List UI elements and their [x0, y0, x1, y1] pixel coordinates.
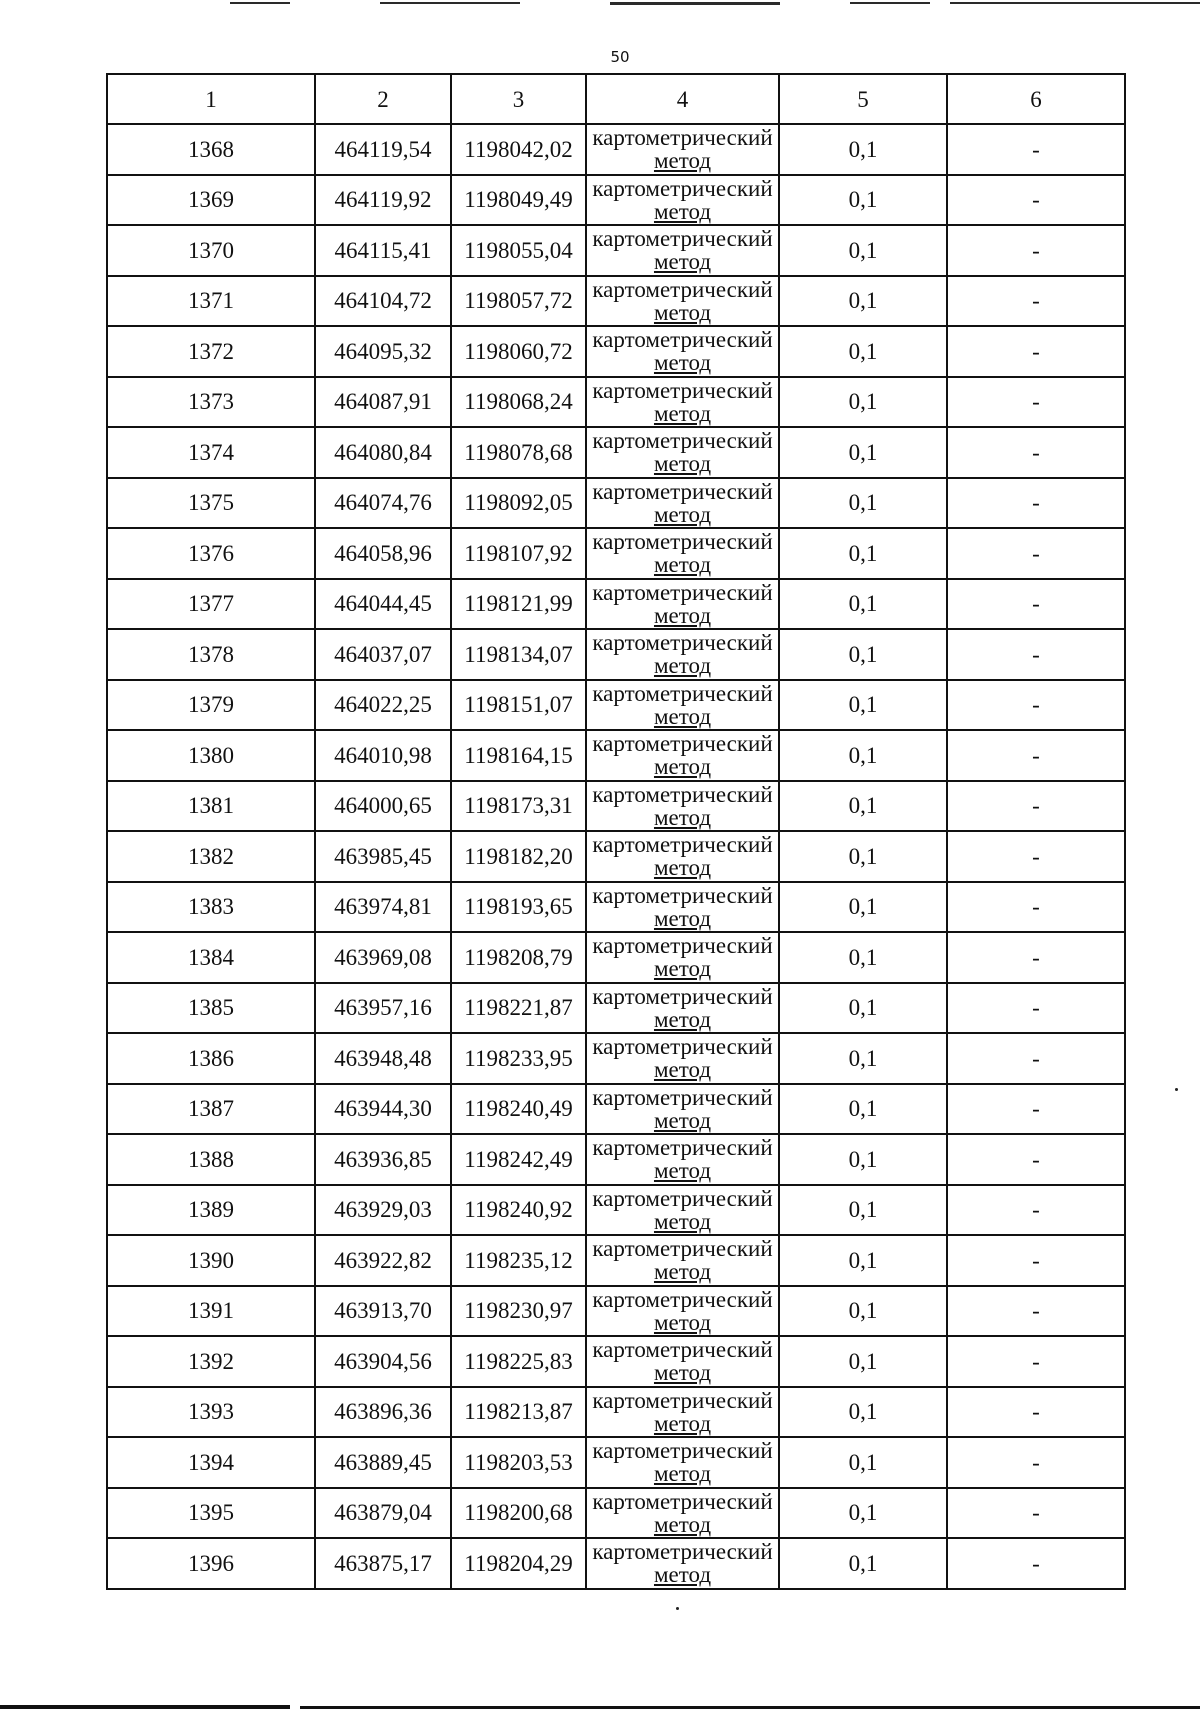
- x-coordinate-cell: 464058,96: [315, 528, 451, 579]
- x-coordinate-cell: 464037,07: [315, 629, 451, 680]
- point-number-cell: 1378: [107, 629, 315, 680]
- method-cell: [586, 1033, 779, 1084]
- x-coordinate-cell: 464115,41: [315, 225, 451, 276]
- method-text: картометрический: [592, 579, 773, 605]
- y-coordinate-cell: 1198068,24: [451, 377, 586, 428]
- method-text: картометрический: [592, 1387, 773, 1413]
- note-cell: -: [947, 478, 1125, 529]
- x-coordinate-cell: 464000,65: [315, 781, 451, 832]
- method-text: метод: [653, 1259, 712, 1285]
- y-coordinate-cell: 1198164,15: [451, 730, 586, 781]
- table-row: [107, 225, 1125, 276]
- method-cell: [586, 1437, 779, 1488]
- y-coordinate-cell: 1198057,72: [451, 276, 586, 327]
- y-coordinate-cell: 1198193,65: [451, 882, 586, 933]
- table-row: [107, 276, 1125, 327]
- accuracy-cell: 0,1: [779, 377, 947, 428]
- y-coordinate-cell: 1198060,72: [451, 326, 586, 377]
- method-text: картометрический: [592, 1236, 773, 1262]
- method-text: картометрический: [592, 1135, 773, 1161]
- point-number-cell: 1374: [107, 427, 315, 478]
- method-cell: [586, 225, 779, 276]
- point-number-cell: 1390: [107, 1235, 315, 1286]
- note-cell: -: [947, 1387, 1125, 1438]
- point-number-cell: 1388: [107, 1134, 315, 1185]
- note-cell: -: [947, 1488, 1125, 1539]
- note-cell: -: [947, 1286, 1125, 1337]
- x-coordinate-cell: 464044,45: [315, 579, 451, 630]
- x-coordinate-cell: 463957,16: [315, 983, 451, 1034]
- point-number-cell: 1368: [107, 124, 315, 175]
- method-text: метод: [653, 754, 712, 780]
- point-number-cell: 1387: [107, 1084, 315, 1135]
- y-coordinate-cell: 1198208,79: [451, 932, 586, 983]
- accuracy-cell: 0,1: [779, 1336, 947, 1387]
- note-cell: -: [947, 579, 1125, 630]
- method-text: метод: [653, 653, 712, 679]
- y-coordinate-cell: 1198092,05: [451, 478, 586, 529]
- note-cell: -: [947, 1084, 1125, 1135]
- method-cell: [586, 1387, 779, 1438]
- accuracy-cell: 0,1: [779, 326, 947, 377]
- table-row: [107, 124, 1125, 175]
- method-text: картометрический: [592, 125, 773, 151]
- table-row: [107, 831, 1125, 882]
- point-number-cell: 1373: [107, 377, 315, 428]
- accuracy-cell: 0,1: [779, 882, 947, 933]
- x-coordinate-cell: 463974,81: [315, 882, 451, 933]
- x-coordinate-cell: 463985,45: [315, 831, 451, 882]
- note-cell: -: [947, 831, 1125, 882]
- point-number-cell: 1371: [107, 276, 315, 327]
- point-number-cell: 1392: [107, 1336, 315, 1387]
- x-coordinate-cell: 464080,84: [315, 427, 451, 478]
- x-coordinate-cell: 463889,45: [315, 1437, 451, 1488]
- y-coordinate-cell: 1198151,07: [451, 680, 586, 731]
- method-cell: [586, 629, 779, 680]
- scan-mark: [0, 1705, 290, 1709]
- method-text: картометрический: [592, 529, 773, 555]
- method-text: картометрический: [592, 731, 773, 757]
- accuracy-cell: 0,1: [779, 1235, 947, 1286]
- y-coordinate-cell: 1198235,12: [451, 1235, 586, 1286]
- accuracy-cell: 0,1: [779, 1084, 947, 1135]
- table-row: [107, 932, 1125, 983]
- x-coordinate-cell: 464119,92: [315, 175, 451, 226]
- accuracy-cell: 0,1: [779, 124, 947, 175]
- point-number-cell: 1385: [107, 983, 315, 1034]
- table-row: [107, 1084, 1125, 1135]
- y-coordinate-cell: 1198049,49: [451, 175, 586, 226]
- method-cell: [586, 781, 779, 832]
- point-number-cell: 1394: [107, 1437, 315, 1488]
- method-text: метод: [653, 1107, 712, 1133]
- point-number-cell: 1379: [107, 680, 315, 731]
- scan-edge-bottom: [0, 1702, 1200, 1712]
- method-cell: [586, 831, 779, 882]
- x-coordinate-cell: 463875,17: [315, 1538, 451, 1589]
- x-coordinate-cell: 463904,56: [315, 1336, 451, 1387]
- note-cell: -: [947, 528, 1125, 579]
- point-number-cell: 1386: [107, 1033, 315, 1084]
- table-row: [107, 781, 1125, 832]
- table-row: [107, 1286, 1125, 1337]
- point-number-cell: 1395: [107, 1488, 315, 1539]
- x-coordinate-cell: 464119,54: [315, 124, 451, 175]
- accuracy-cell: 0,1: [779, 276, 947, 327]
- x-coordinate-cell: 464074,76: [315, 478, 451, 529]
- note-cell: -: [947, 932, 1125, 983]
- method-text: метод: [653, 1410, 712, 1436]
- x-coordinate-cell: 464087,91: [315, 377, 451, 428]
- scan-speck: [676, 1607, 679, 1610]
- method-text: метод: [653, 1309, 712, 1335]
- note-cell: -: [947, 377, 1125, 428]
- accuracy-cell: 0,1: [779, 478, 947, 529]
- table-row: [107, 1437, 1125, 1488]
- table-row: [107, 427, 1125, 478]
- table-row: [107, 528, 1125, 579]
- method-text: картометрический: [592, 175, 773, 201]
- method-text: метод: [653, 1562, 712, 1588]
- method-text: метод: [653, 148, 712, 174]
- note-cell: -: [947, 1538, 1125, 1589]
- method-text: картометрический: [592, 1438, 773, 1464]
- header-row: [107, 74, 1125, 124]
- method-text: картометрический: [592, 1539, 773, 1565]
- x-coordinate-cell: 463944,30: [315, 1084, 451, 1135]
- method-text: картометрический: [592, 1337, 773, 1363]
- accuracy-cell: 0,1: [779, 781, 947, 832]
- note-cell: -: [947, 1336, 1125, 1387]
- note-cell: -: [947, 225, 1125, 276]
- x-coordinate-cell: 464022,25: [315, 680, 451, 731]
- method-cell: [586, 932, 779, 983]
- accuracy-cell: 0,1: [779, 932, 947, 983]
- method-text: картометрический: [592, 983, 773, 1009]
- point-number-cell: 1381: [107, 781, 315, 832]
- table-row: [107, 680, 1125, 731]
- method-text: картометрический: [592, 882, 773, 908]
- note-cell: -: [947, 629, 1125, 680]
- scan-mark: [950, 2, 1200, 4]
- x-coordinate-cell: 464010,98: [315, 730, 451, 781]
- y-coordinate-cell: 1198107,92: [451, 528, 586, 579]
- x-coordinate-cell: 463879,04: [315, 1488, 451, 1539]
- accuracy-cell: 0,1: [779, 528, 947, 579]
- point-number-cell: 1391: [107, 1286, 315, 1337]
- method-cell: [586, 124, 779, 175]
- method-text: метод: [653, 1057, 712, 1083]
- method-cell: [586, 1235, 779, 1286]
- table-row: [107, 983, 1125, 1034]
- method-text: метод: [653, 804, 712, 830]
- method-text: картометрический: [592, 1488, 773, 1514]
- note-cell: -: [947, 1033, 1125, 1084]
- method-text: картометрический: [592, 377, 773, 403]
- method-text: картометрический: [592, 478, 773, 504]
- table-row: [107, 579, 1125, 630]
- accuracy-cell: 0,1: [779, 1488, 947, 1539]
- table-row: [107, 1538, 1125, 1589]
- column-header: 3: [451, 74, 586, 124]
- accuracy-cell: 0,1: [779, 629, 947, 680]
- y-coordinate-cell: 1198240,92: [451, 1185, 586, 1236]
- method-text: метод: [653, 299, 712, 325]
- table-row: [107, 478, 1125, 529]
- method-text: метод: [653, 905, 712, 931]
- accuracy-cell: 0,1: [779, 1033, 947, 1084]
- accuracy-cell: 0,1: [779, 1286, 947, 1337]
- method-text: метод: [653, 249, 712, 275]
- note-cell: -: [947, 1235, 1125, 1286]
- x-coordinate-cell: 463896,36: [315, 1387, 451, 1438]
- method-cell: [586, 478, 779, 529]
- method-cell: [586, 730, 779, 781]
- method-text: метод: [653, 703, 712, 729]
- method-text: метод: [653, 1208, 712, 1234]
- column-header: 1: [107, 74, 315, 124]
- y-coordinate-cell: 1198200,68: [451, 1488, 586, 1539]
- table-row: [107, 1336, 1125, 1387]
- column-header: 2: [315, 74, 451, 124]
- accuracy-cell: 0,1: [779, 983, 947, 1034]
- table-row: [107, 1488, 1125, 1539]
- point-number-cell: 1389: [107, 1185, 315, 1236]
- method-text: картометрический: [592, 1084, 773, 1110]
- note-cell: -: [947, 1437, 1125, 1488]
- x-coordinate-cell: 464095,32: [315, 326, 451, 377]
- method-text: метод: [653, 1461, 712, 1487]
- method-text: метод: [653, 350, 712, 376]
- scan-mark: [230, 2, 290, 4]
- method-cell: [586, 276, 779, 327]
- table-row: [107, 1235, 1125, 1286]
- y-coordinate-cell: 1198182,20: [451, 831, 586, 882]
- y-coordinate-cell: 1198121,99: [451, 579, 586, 630]
- method-text: метод: [653, 1158, 712, 1184]
- y-coordinate-cell: 1198242,49: [451, 1134, 586, 1185]
- y-coordinate-cell: 1198233,95: [451, 1033, 586, 1084]
- method-text: метод: [653, 1006, 712, 1032]
- table-row: [107, 175, 1125, 226]
- scan-mark: [610, 2, 780, 5]
- table-row: [107, 1185, 1125, 1236]
- method-text: картометрический: [592, 680, 773, 706]
- method-cell: [586, 1336, 779, 1387]
- note-cell: -: [947, 781, 1125, 832]
- method-text: картометрический: [592, 428, 773, 454]
- accuracy-cell: 0,1: [779, 1185, 947, 1236]
- method-text: метод: [653, 552, 712, 578]
- scan-speck: [1175, 1088, 1178, 1091]
- column-header: 6: [947, 74, 1125, 124]
- y-coordinate-cell: 1198078,68: [451, 427, 586, 478]
- y-coordinate-cell: 1198173,31: [451, 781, 586, 832]
- column-header: 5: [779, 74, 947, 124]
- x-coordinate-cell: 463922,82: [315, 1235, 451, 1286]
- method-text: метод: [653, 855, 712, 881]
- y-coordinate-cell: 1198230,97: [451, 1286, 586, 1337]
- page-number: 50: [610, 48, 630, 66]
- point-number-cell: 1370: [107, 225, 315, 276]
- table-row: [107, 1033, 1125, 1084]
- method-cell: [586, 1084, 779, 1135]
- note-cell: -: [947, 326, 1125, 377]
- point-number-cell: 1375: [107, 478, 315, 529]
- accuracy-cell: 0,1: [779, 1387, 947, 1438]
- method-text: метод: [653, 956, 712, 982]
- y-coordinate-cell: 1198134,07: [451, 629, 586, 680]
- method-text: метод: [653, 501, 712, 527]
- accuracy-cell: 0,1: [779, 225, 947, 276]
- accuracy-cell: 0,1: [779, 680, 947, 731]
- method-cell: [586, 1286, 779, 1337]
- method-text: картометрический: [592, 226, 773, 252]
- y-coordinate-cell: 1198042,02: [451, 124, 586, 175]
- method-cell: [586, 1538, 779, 1589]
- table-row: [107, 1387, 1125, 1438]
- y-coordinate-cell: 1198221,87: [451, 983, 586, 1034]
- method-cell: [586, 1185, 779, 1236]
- method-cell: [586, 1134, 779, 1185]
- point-number-cell: 1376: [107, 528, 315, 579]
- accuracy-cell: 0,1: [779, 1538, 947, 1589]
- note-cell: -: [947, 124, 1125, 175]
- method-cell: [586, 983, 779, 1034]
- scan-edge-top: [0, 0, 1200, 8]
- method-text: картометрический: [592, 1286, 773, 1312]
- note-cell: -: [947, 1134, 1125, 1185]
- point-number-cell: 1396: [107, 1538, 315, 1589]
- method-cell: [586, 377, 779, 428]
- y-coordinate-cell: 1198213,87: [451, 1387, 586, 1438]
- method-text: картометрический: [592, 276, 773, 302]
- method-cell: [586, 882, 779, 933]
- method-text: картометрический: [592, 1185, 773, 1211]
- table-row: [107, 629, 1125, 680]
- method-text: картометрический: [592, 933, 773, 959]
- method-cell: [586, 1488, 779, 1539]
- table-row: [107, 730, 1125, 781]
- scan-mark: [380, 2, 520, 4]
- point-number-cell: 1382: [107, 831, 315, 882]
- accuracy-cell: 0,1: [779, 175, 947, 226]
- note-cell: -: [947, 276, 1125, 327]
- table-row: [107, 882, 1125, 933]
- column-header: 4: [586, 74, 779, 124]
- note-cell: -: [947, 175, 1125, 226]
- y-coordinate-cell: 1198240,49: [451, 1084, 586, 1135]
- y-coordinate-cell: 1198203,53: [451, 1437, 586, 1488]
- x-coordinate-cell: 464104,72: [315, 276, 451, 327]
- accuracy-cell: 0,1: [779, 427, 947, 478]
- note-cell: -: [947, 730, 1125, 781]
- accuracy-cell: 0,1: [779, 579, 947, 630]
- method-cell: [586, 579, 779, 630]
- method-text: метод: [653, 198, 712, 224]
- method-text: метод: [653, 451, 712, 477]
- method-text: метод: [653, 400, 712, 426]
- point-number-cell: 1384: [107, 932, 315, 983]
- scan-mark: [300, 1706, 1200, 1709]
- method-text: картометрический: [592, 781, 773, 807]
- point-number-cell: 1369: [107, 175, 315, 226]
- x-coordinate-cell: 463969,08: [315, 932, 451, 983]
- accuracy-cell: 0,1: [779, 1134, 947, 1185]
- point-number-cell: 1377: [107, 579, 315, 630]
- method-text: картометрический: [592, 1034, 773, 1060]
- method-text: картометрический: [592, 832, 773, 858]
- scan-mark: [850, 2, 930, 4]
- point-number-cell: 1372: [107, 326, 315, 377]
- accuracy-cell: 0,1: [779, 730, 947, 781]
- table-row: [107, 326, 1125, 377]
- method-cell: [586, 680, 779, 731]
- note-cell: -: [947, 882, 1125, 933]
- method-text: метод: [653, 602, 712, 628]
- method-cell: [586, 175, 779, 226]
- method-cell: [586, 528, 779, 579]
- y-coordinate-cell: 1198204,29: [451, 1538, 586, 1589]
- accuracy-cell: 0,1: [779, 831, 947, 882]
- coordinates-table: [106, 73, 1126, 1590]
- y-coordinate-cell: 1198055,04: [451, 225, 586, 276]
- note-cell: -: [947, 1185, 1125, 1236]
- x-coordinate-cell: 463936,85: [315, 1134, 451, 1185]
- method-cell: [586, 326, 779, 377]
- note-cell: -: [947, 983, 1125, 1034]
- x-coordinate-cell: 463929,03: [315, 1185, 451, 1236]
- table-body: [107, 124, 1125, 1589]
- point-number-cell: 1383: [107, 882, 315, 933]
- y-coordinate-cell: 1198225,83: [451, 1336, 586, 1387]
- table-row: [107, 1134, 1125, 1185]
- method-text: картометрический: [592, 630, 773, 656]
- method-text: метод: [653, 1360, 712, 1386]
- accuracy-cell: 0,1: [779, 1437, 947, 1488]
- point-number-cell: 1380: [107, 730, 315, 781]
- x-coordinate-cell: 463948,48: [315, 1033, 451, 1084]
- point-number-cell: 1393: [107, 1387, 315, 1438]
- method-cell: [586, 427, 779, 478]
- note-cell: -: [947, 680, 1125, 731]
- method-text: картометрический: [592, 327, 773, 353]
- x-coordinate-cell: 463913,70: [315, 1286, 451, 1337]
- method-text: метод: [653, 1511, 712, 1537]
- note-cell: -: [947, 427, 1125, 478]
- table-row: [107, 377, 1125, 428]
